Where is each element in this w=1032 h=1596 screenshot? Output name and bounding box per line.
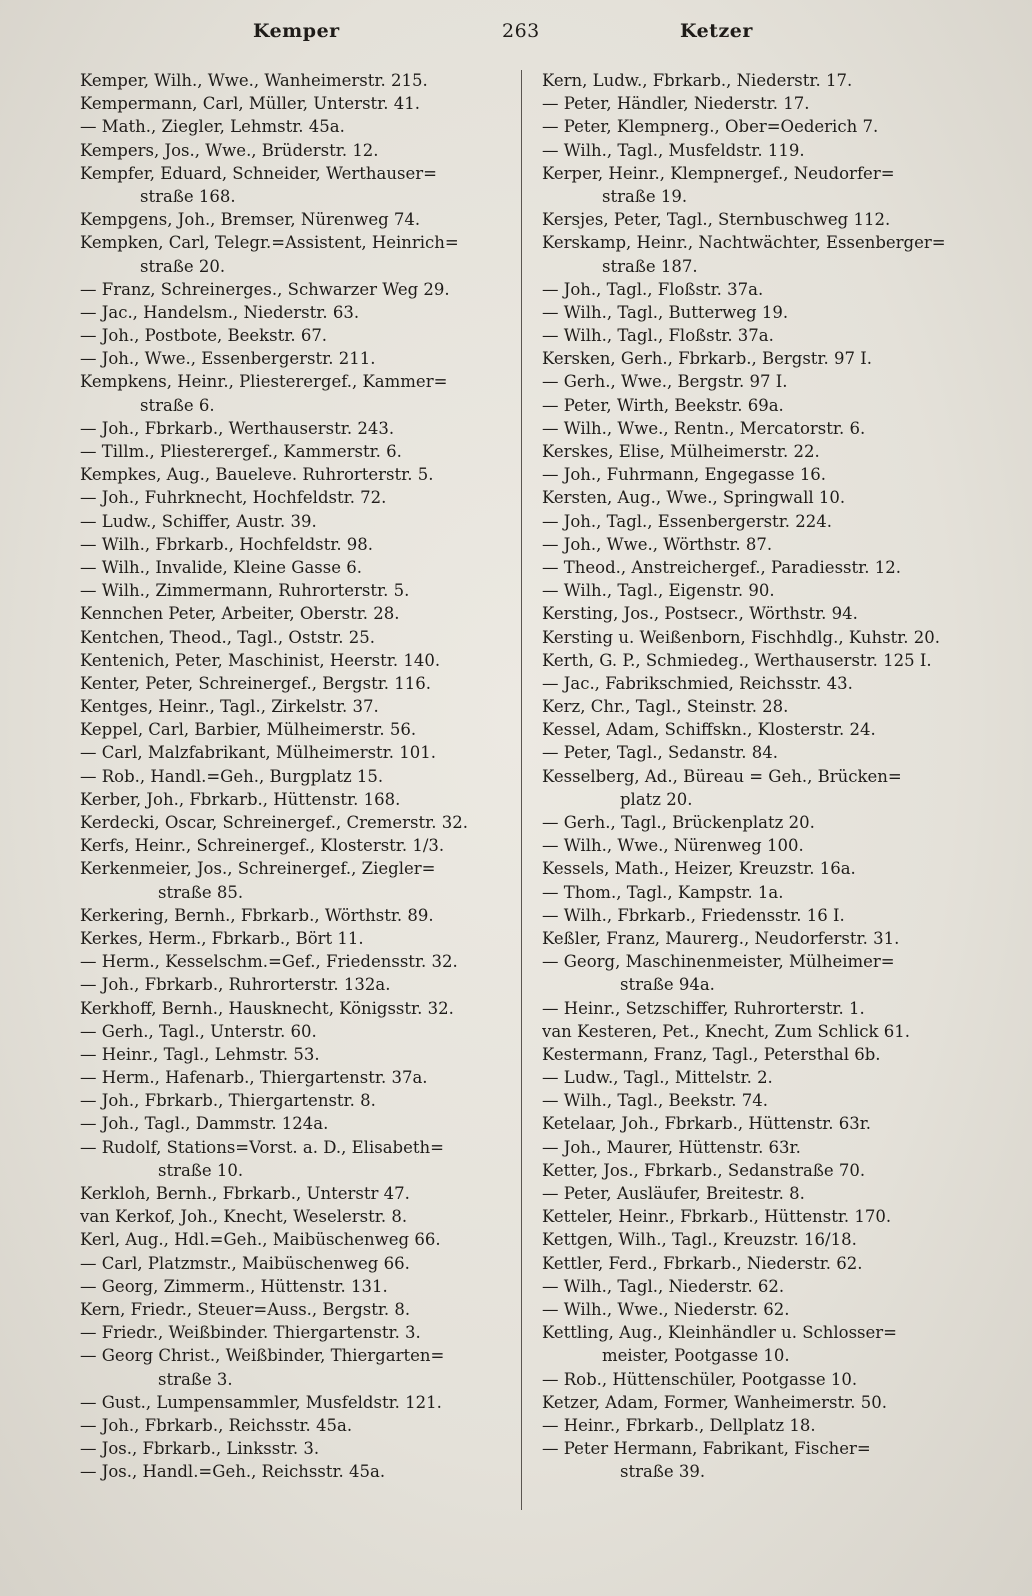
directory-entry: — Gerh., Tagl., Brückenplatz 20. (542, 813, 815, 832)
directory-entry: Kennchen Peter, Arbeiter, Oberstr. 28. (80, 604, 400, 624)
directory-entry: straße 3. (158, 1369, 233, 1389)
directory-entry: — Herm., Kesselschm.=Gef., Friedensstr. 32. (80, 952, 458, 972)
directory-entry: — Wilh., Tagl., Floßstr. 37a. (542, 326, 774, 346)
header-right-keyword: Ketzer (680, 20, 753, 42)
directory-entry: Kenter, Peter, Schreinergef., Bergstr. 116. (80, 673, 432, 693)
directory-entry: — Peter, Händler, Niederstr. 17. (542, 94, 810, 114)
directory-entry: — Peter, Ausläufer, Breitestr. 8. (542, 1184, 805, 1203)
directory-entry: Kempken, Carl, Telegr.=Assistent, Heinrich= (80, 233, 459, 253)
directory-entry: — Joh., Tagl., Dammstr. 124a. (80, 1114, 329, 1134)
directory-entry: Kerth, G. P., Schmiedeg., Werthauserstr. 125 I. (542, 650, 932, 670)
directory-entry: — Ludw., Tagl., Mittelstr. 2. (542, 1068, 773, 1088)
directory-entry: Kerber, Joh., Fbrkarb., Hüttenstr. 168. (80, 789, 401, 809)
directory-entry: — Georg, Zimmerm., Hüttenstr. 131. (80, 1276, 388, 1296)
directory-entry: — Wilh., Wwe., Niederstr. 62. (542, 1299, 790, 1319)
directory-entry: — Herm., Hafenarb., Thiergartenstr. 37a. (80, 1068, 428, 1088)
directory-entry: — Wilh., Tagl., Niederstr. 62. (542, 1276, 785, 1296)
directory-entry: — Carl, Platzmstr., Maibüschenweg 66. (80, 1253, 410, 1273)
directory-entry: Kempfer, Eduard, Schneider, Werthauser= (80, 163, 437, 183)
header-left-keyword: Kemper (253, 20, 340, 42)
directory-entry: — Joh., Tagl., Floßstr. 37a. (542, 279, 764, 299)
directory-entry: — Theod., Anstreichergef., Paradiesstr. 12. (542, 557, 901, 577)
directory-entry: — Peter, Tagl., Sedanstr. 84. (542, 743, 778, 763)
directory-entry: Ketelaar, Joh., Fbrkarb., Hüttenstr. 63r. (542, 1114, 872, 1134)
directory-entry: — Ludw., Schiffer, Austr. 39. (80, 511, 317, 531)
directory-entry: — Wilh., Zimmermann, Ruhrorterstr. 5. (80, 581, 410, 601)
directory-entry: — Joh., Fuhrknecht, Hochfeldstr. 72. (80, 488, 387, 508)
directory-entry: straße 10. (158, 1160, 244, 1180)
directory-entry: — Joh., Fbrkarb., Thiergartenstr. 8. (80, 1091, 376, 1111)
directory-entry: Kettgen, Wilh., Tagl., Kreuzstr. 16/18. (542, 1230, 857, 1250)
directory-entry: Kerkhoff, Bernh., Hausknecht, Königsstr. 32. (80, 998, 454, 1018)
left-column (80, 69, 514, 1483)
directory-entry: Kerkenmeier, Jos., Schreinergef., Ziegler= (80, 859, 436, 879)
directory-entry: — Gerh., Wwe., Bergstr. 97 I. (542, 372, 788, 392)
directory-entry: — Rob., Hüttenschüler, Pootgasse 10. (542, 1369, 858, 1389)
directory-entry: — Joh., Wwe., Essenbergerstr. 211. (80, 349, 376, 369)
page-number: 263 (502, 20, 540, 42)
directory-entry: straße 94a. (620, 975, 715, 995)
directory-entry: straße 19. (602, 186, 688, 206)
directory-entry: platz 20. (620, 789, 693, 809)
directory-entry: — Franz, Schreinerges., Schwarzer Weg 29. (80, 279, 450, 299)
directory-entry: — Gerh., Tagl., Unterstr. 60. (80, 1021, 317, 1041)
directory-entry: Ketteler, Heinr., Fbrkarb., Hüttenstr. 170. (542, 1207, 892, 1227)
right-column (542, 69, 974, 1483)
column-divider (521, 70, 522, 1510)
directory-entry: Kempers, Jos., Wwe., Brüderstr. 12. (80, 140, 379, 160)
directory-entry: — Friedr., Weißbinder. Thiergartenstr. 3. (80, 1323, 421, 1343)
directory-entry: Kessel, Adam, Schiffskn., Klosterstr. 24. (542, 720, 876, 740)
directory-entry: Kempgens, Joh., Bremser, Nürenweg 74. (80, 210, 421, 230)
directory-entry: — Thom., Tagl., Kampstr. 1a. (542, 882, 784, 902)
directory-entry: — Wilh., Fbrkarb., Hochfeldstr. 98. (80, 534, 374, 554)
directory-entry: — Joh., Postbote, Beekstr. 67. (80, 326, 328, 346)
directory-entry: — Georg Christ., Weißbinder, Thiergarten= (80, 1346, 445, 1366)
directory-entry: — Math., Ziegler, Lehmstr. 45a. (80, 117, 345, 137)
directory-entry: — Wilh., Wwe., Nürenweg 100. (542, 836, 804, 856)
directory-entry: — Wilh., Tagl., Butterweg 19. (542, 302, 789, 322)
directory-entry: Kersting u. Weißenborn, Fischhdlg., Kuhstr. 20. (542, 627, 940, 647)
directory-entry: Kemper, Wilh., Wwe., Wanheimerstr. 215. (80, 71, 428, 90)
directory-entry: Kerper, Heinr., Klempnergef., Neudorfer= (542, 163, 895, 183)
directory-entry: Kerkloh, Bernh., Fbrkarb., Unterstr 47. (80, 1184, 410, 1203)
directory-entry: Keppel, Carl, Barbier, Mülheimerstr. 56. (80, 720, 417, 740)
directory-entry: Kerkering, Bernh., Fbrkarb., Wörthstr. 89. (80, 905, 434, 925)
directory-entry: Kersken, Gerh., Fbrkarb., Bergstr. 97 I. (542, 349, 872, 369)
directory-entry: — Wilh., Invalide, Kleine Gasse 6. (80, 557, 362, 577)
directory-entry: — Peter Hermann, Fabrikant, Fischer= (542, 1439, 871, 1459)
directory-entry: — Tillm., Pliesterergef., Kammerstr. 6. (80, 442, 402, 461)
directory-entry: — Rudolf, Stations=Vorst. a. D., Elisabeth= (80, 1137, 444, 1157)
directory-entry: straße 85. (158, 882, 244, 902)
directory-entry: Kessels, Math., Heizer, Kreuzstr. 16a. (542, 859, 856, 879)
directory-entry: — Jac., Handelsm., Niederstr. 63. (80, 302, 360, 322)
directory-entry: Ketter, Jos., Fbrkarb., Sedanstraße 70. (542, 1160, 866, 1180)
directory-entry: — Joh., Fbrkarb., Werthauserstr. 243. (80, 418, 395, 438)
directory-entry: Kettler, Ferd., Fbrkarb., Niederstr. 62. (542, 1253, 863, 1273)
directory-entry: — Jos., Fbrkarb., Linksstr. 3. (80, 1439, 320, 1459)
directory-entry: straße 39. (620, 1462, 706, 1482)
directory-entry: Kettling, Aug., Kleinhändler u. Schlosser= (542, 1323, 897, 1343)
directory-entry: — Jac., Fabrikschmied, Reichsstr. 43. (542, 673, 853, 693)
directory-entry: van Kesteren, Pet., Knecht, Zum Schlick 61. (542, 1021, 910, 1041)
directory-entry: Kempkes, Aug., Baueleve. Ruhrorterstr. 5. (80, 465, 434, 485)
directory-entry: — Gust., Lumpensammler, Musfeldstr. 121. (80, 1392, 442, 1412)
directory-entry: — Joh., Maurer, Hüttenstr. 63r. (542, 1137, 801, 1157)
directory-entry: Kerl, Aug., Hdl.=Geh., Maibüschenweg 66. (80, 1230, 441, 1250)
directory-entry: — Heinr., Tagl., Lehmstr. 53. (80, 1044, 320, 1064)
directory-entry: — Carl, Malzfabrikant, Mülheimerstr. 101. (80, 743, 436, 763)
directory-entry: — Peter, Klempnerg., Ober=Oederich 7. (542, 117, 879, 137)
directory-entry: straße 6. (140, 395, 215, 415)
directory-entry: Kentges, Heinr., Tagl., Zirkelstr. 37. (80, 697, 379, 717)
directory-entry: — Joh., Fbrkarb., Ruhrorterstr. 132a. (80, 975, 391, 995)
directory-entry: Kerz, Chr., Tagl., Steinstr. 28. (542, 697, 789, 717)
directory-entry: — Rob., Handl.=Geh., Burgplatz 15. (80, 766, 384, 786)
page-header (0, 20, 1032, 50)
directory-entry: — Joh., Fbrkarb., Reichsstr. 45a. (80, 1415, 353, 1435)
directory-entry: meister, Pootgasse 10. (602, 1346, 790, 1366)
directory-entry: — Georg, Maschinenmeister, Mülheimer= (542, 952, 895, 972)
directory-entry: — Wilh., Tagl., Musfeldstr. 119. (542, 140, 805, 160)
directory-entry: Kersjes, Peter, Tagl., Sternbuschweg 112. (542, 210, 891, 230)
directory-entry: — Wilh., Wwe., Rentn., Mercatorstr. 6. (542, 418, 866, 438)
directory-entry: Keßler, Franz, Maurerg., Neudorferstr. 31. (542, 928, 900, 948)
directory-entry: — Wilh., Tagl., Eigenstr. 90. (542, 581, 775, 601)
directory-entry: Kersten, Aug., Wwe., Springwall 10. (542, 488, 846, 508)
directory-entry: Kerdecki, Oscar, Schreinergef., Cremerstr. 32. (80, 813, 468, 832)
directory-entry: Kerkes, Herm., Fbrkarb., Bört 11. (80, 928, 364, 948)
directory-entry: Ketzer, Adam, Former, Wanheimerstr. 50. (542, 1392, 887, 1412)
directory-entry: — Heinr., Fbrkarb., Dellplatz 18. (542, 1415, 816, 1435)
directory-entry: Kern, Friedr., Steuer=Auss., Bergstr. 8. (80, 1299, 411, 1319)
directory-entry: Kerskamp, Heinr., Nachtwächter, Essenberger= (542, 233, 946, 253)
directory-entry: — Joh., Tagl., Essenbergerstr. 224. (542, 511, 832, 531)
directory-entry: Kern, Ludw., Fbrkarb., Niederstr. 17. (542, 71, 853, 90)
directory-entry: — Peter, Wirth, Beekstr. 69a. (542, 395, 784, 415)
directory-entry: Kempkens, Heinr., Pliesterergef., Kammer= (80, 372, 448, 392)
directory-entry: straße 168. (140, 186, 236, 206)
directory-entry: Kesselberg, Ad., Büreau = Geh., Brücken= (542, 766, 902, 786)
directory-entry: straße 187. (602, 256, 698, 276)
directory-entry: Kestermann, Franz, Tagl., Petersthal 6b. (542, 1044, 881, 1064)
directory-entry: straße 20. (140, 256, 226, 276)
directory-entry: Kempermann, Carl, Müller, Unterstr. 41. (80, 94, 420, 114)
directory-entry: — Joh., Wwe., Wörthstr. 87. (542, 534, 773, 554)
directory-entry: Kerfs, Heinr., Schreinergef., Klosterstr. 1/3. (80, 836, 445, 856)
directory-entry: — Heinr., Setzschiffer, Ruhrorterstr. 1. (542, 998, 865, 1018)
directory-entry: Kentchen, Theod., Tagl., Oststr. 25. (80, 627, 375, 647)
directory-entry: van Kerkof, Joh., Knecht, Weselerstr. 8. (80, 1207, 408, 1227)
directory-entry: — Joh., Fuhrmann, Engegasse 16. (542, 465, 827, 485)
directory-entry: Kerskes, Elise, Mülheimerstr. 22. (542, 442, 820, 461)
directory-entry: — Jos., Handl.=Geh., Reichsstr. 45a. (80, 1462, 386, 1482)
directory-entry: Kersting, Jos., Postsecr., Wörthstr. 94. (542, 604, 858, 624)
directory-entry: — Wilh., Tagl., Beekstr. 74. (542, 1091, 769, 1111)
directory-entry: — Wilh., Fbrkarb., Friedensstr. 16 I. (542, 905, 845, 925)
directory-entry: Kentenich, Peter, Maschinist, Heerstr. 140. (80, 650, 441, 670)
